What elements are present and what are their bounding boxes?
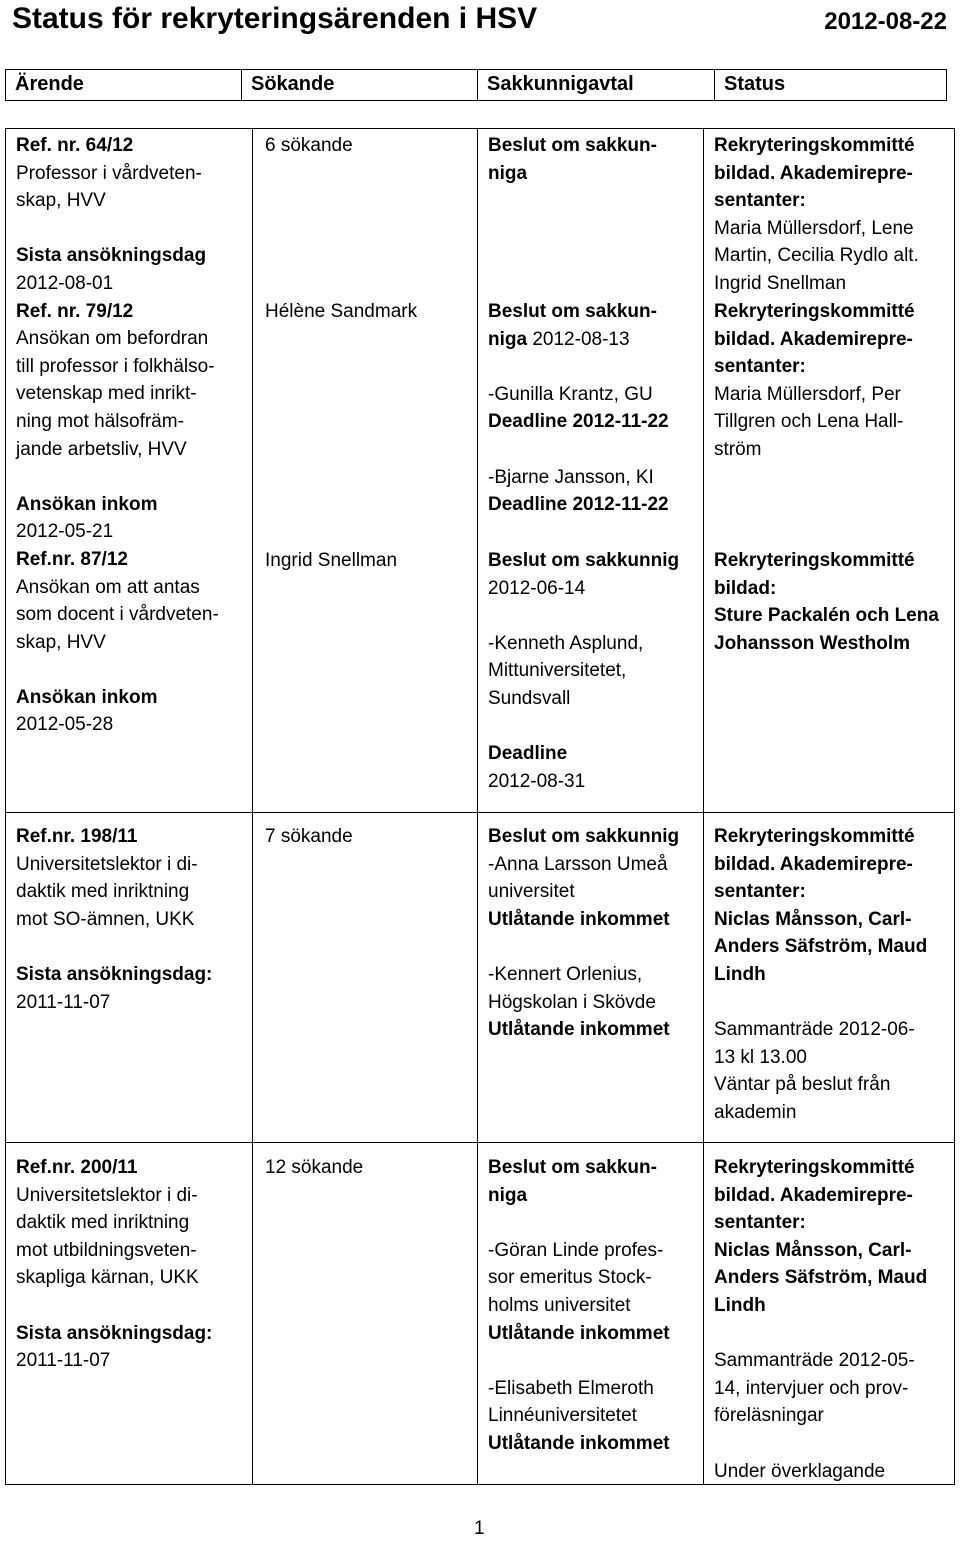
case-description: skap, HVV: [16, 190, 106, 212]
header-divider: [241, 70, 242, 100]
row2-sokande-cell: [265, 823, 353, 851]
status-committee: sentanter:: [714, 1212, 806, 1234]
case-description: Ansökan om befordran: [16, 328, 209, 350]
expert-decision: Beslut om sakkun-: [488, 301, 657, 322]
expert-decision: niga: [488, 162, 528, 184]
decision-date: 2012-06-14: [488, 577, 586, 599]
expert-decision: Beslut om sakkunnig: [488, 826, 680, 847]
received-date: 2012-05-28: [16, 714, 114, 736]
row1-sakkunnig-c: [488, 547, 679, 795]
applicant-count: 6 sökande: [265, 135, 353, 156]
expert-name: -Göran Linde profes-: [488, 1239, 664, 1261]
status-members: Ingrid Snellman: [714, 272, 847, 294]
case-description: ning mot hälsofräm-: [16, 410, 184, 432]
row1-status-a: [714, 132, 919, 298]
status-committee: sentanter:: [714, 881, 806, 903]
row1-sokande-a: [265, 132, 353, 160]
row1-sokande-c: [265, 547, 397, 575]
case-ref: Ref.nr. 200/11: [16, 1157, 138, 1178]
status-meeting: 14, intervjuer och prov-: [714, 1377, 909, 1399]
status-members: Lindh: [714, 1294, 766, 1316]
row1-sakkunnig-b: [488, 298, 669, 519]
case-ref: Ref. nr. 64/12: [16, 135, 134, 156]
expert-name: -Elisabeth Elmeroth: [488, 1377, 654, 1399]
case-description: skap, HVV: [16, 631, 106, 653]
document-date: 2012-08-22: [824, 8, 947, 35]
case-description: mot utbildningsveten-: [16, 1239, 197, 1261]
expert-decision: Beslut om sakkunnig: [488, 550, 680, 571]
row3-status-cell: [714, 1154, 927, 1485]
status-note: Under överklagande: [714, 1460, 886, 1482]
deadline-label: Sista ansökningsdag: [16, 245, 207, 267]
status-meeting: föreläsningar: [714, 1405, 824, 1427]
header-divider: [477, 70, 478, 100]
deadline-label: Sista ansökningsdag:: [16, 1322, 213, 1344]
expert-deadline: Deadline 2012-11-22: [488, 494, 669, 516]
expert-affiliation: Linnéuniversitetet: [488, 1405, 637, 1427]
status-members: Martin, Cecilia Rydlo alt.: [714, 245, 919, 267]
received-label: Ansökan inkom: [16, 493, 158, 515]
page-number: 1: [474, 1518, 485, 1539]
status-note: akademin: [714, 1101, 797, 1123]
title-row: [12, 0, 947, 40]
status-committee: bildad. Akademirepre-: [714, 162, 913, 184]
case-description: mot SO-ämnen, UKK: [16, 908, 195, 930]
row2-status-cell: [714, 823, 927, 1127]
status-committee: bildad:: [714, 577, 777, 599]
deadline-label: Sista ansökningsdag:: [16, 963, 213, 985]
document-title: Status för rekryteringsärenden i HSV: [12, 2, 538, 35]
applicant-name: Hélène Sandmark: [265, 301, 418, 322]
expert-statement: Utlåtande inkommet: [488, 1322, 670, 1344]
case-description: som docent i vårdveten-: [16, 604, 219, 626]
status-committee: Rekryteringskommitté: [714, 1157, 915, 1178]
deadline-date: 2012-08-01: [16, 272, 114, 294]
status-members: Anders Säfström, Maud: [714, 936, 928, 958]
status-committee: sentanter:: [714, 356, 806, 378]
case-description: vetenskap med inrikt-: [16, 383, 197, 405]
row1-sokande-b: [265, 298, 417, 326]
expert-deadline-label: Deadline: [488, 743, 568, 765]
status-committee: bildad. Akademirepre-: [714, 1184, 913, 1206]
expert-name: -Anna Larsson Umeå: [488, 853, 668, 875]
row-divider: [6, 812, 954, 813]
status-committee: sentanter:: [714, 190, 806, 212]
case-description: till professor i folkhälso-: [16, 355, 215, 377]
received-label: Ansökan inkom: [16, 686, 158, 708]
column-divider: [703, 129, 704, 1484]
status-committee: Rekryteringskommitté: [714, 135, 915, 156]
row-divider: [6, 1142, 954, 1143]
case-description: daktik med inriktning: [16, 1212, 190, 1234]
column-divider: [477, 129, 478, 1484]
column-header-status: Status: [724, 73, 786, 95]
row2-arende-cell: [16, 823, 212, 1016]
column-header-sokande: Sökande: [251, 73, 335, 95]
expert-deadline: Deadline 2012-11-22: [488, 411, 669, 433]
expert-name: -Kenneth Asplund,: [488, 632, 644, 654]
status-committee: bildad. Akademirepre-: [714, 853, 913, 875]
status-table: [5, 128, 955, 1485]
case-description: Professor i vårdveten-: [16, 162, 202, 184]
row1-status-c: [714, 547, 939, 657]
expert-statement: Utlåtande inkommet: [488, 908, 670, 930]
status-members: Lindh: [714, 963, 766, 985]
expert-affiliation: sor emeritus Stock-: [488, 1267, 652, 1289]
case-description: daktik med inriktning: [16, 881, 190, 903]
row1-status-b: [714, 298, 915, 464]
status-members: Niclas Månsson, Carl-: [714, 908, 912, 930]
expert-decision: Beslut om sakkun-: [488, 135, 657, 156]
status-members: ström: [714, 438, 762, 460]
column-header-arende: Ärende: [15, 73, 84, 95]
status-members: Johansson Westholm: [714, 632, 911, 654]
status-committee: Rekryteringskommitté: [714, 550, 915, 571]
case-description: Ansökan om att antas: [16, 576, 200, 598]
case-ref: Ref.nr. 198/11: [16, 826, 138, 847]
expert-name: -Gunilla Krantz, GU: [488, 383, 653, 405]
status-members: Niclas Månsson, Carl-: [714, 1239, 912, 1261]
case-description: skapliga kärnan, UKK: [16, 1267, 199, 1289]
expert-name: -Kennert Orlenius,: [488, 963, 643, 985]
expert-affiliation: holms universitet: [488, 1294, 631, 1316]
expert-affiliation: Högskolan i Skövde: [488, 991, 656, 1013]
status-committee: bildad. Akademirepre-: [714, 328, 913, 350]
column-divider: [252, 129, 253, 1484]
expert-affiliation: universitet: [488, 881, 575, 903]
deadline-date: 2011-11-07: [16, 1350, 111, 1372]
applicant-name: Ingrid Snellman: [265, 550, 398, 571]
row3-sokande-cell: [265, 1154, 363, 1182]
case-description: Universitetslektor i di-: [16, 853, 198, 875]
applicant-count: 12 sökande: [265, 1157, 364, 1178]
status-committee: Rekryteringskommitté: [714, 301, 915, 322]
deadline-date: 2011-11-07: [16, 991, 111, 1013]
status-meeting: Sammanträde 2012-06-: [714, 1019, 915, 1041]
expert-decision: Beslut om sakkun-: [488, 1157, 657, 1178]
applicant-count: 7 sökande: [265, 826, 353, 847]
case-description: Universitetslektor i di-: [16, 1184, 198, 1206]
row1-arende-cell: [16, 132, 219, 739]
expert-decision: niga: [488, 328, 528, 350]
expert-deadline-date: 2012-08-31: [488, 770, 586, 792]
status-members: Sture Packalén och Lena: [714, 605, 939, 627]
decision-date: 2012-08-13: [532, 328, 630, 350]
column-header-table: [5, 69, 947, 101]
case-ref: Ref.nr. 87/12: [16, 548, 128, 570]
expert-name: -Bjarne Jansson, KI: [488, 466, 654, 488]
case-description: jande arbetsliv, HVV: [16, 438, 187, 460]
status-members: Anders Säfström, Maud: [714, 1267, 928, 1289]
expert-decision: niga: [488, 1184, 528, 1206]
header-divider: [714, 70, 715, 100]
row1-sakkunnig-a: [488, 132, 657, 187]
status-members: Tillgren och Lena Hall-: [714, 411, 904, 433]
case-ref: Ref. nr. 79/12: [16, 300, 134, 322]
expert-statement: Utlåtande inkommet: [488, 1432, 670, 1454]
status-note: Väntar på beslut från: [714, 1074, 891, 1096]
row2-sakkunnig-cell: [488, 823, 679, 1044]
row3-sakkunnig-cell: [488, 1154, 670, 1458]
column-header-sakkunnigavtal: Sakkunnigavtal: [487, 73, 634, 95]
expert-affiliation: Mittuniversitetet,: [488, 660, 627, 682]
status-members: Maria Müllersdorf, Per: [714, 383, 901, 405]
status-committee: Rekryteringskommitté: [714, 826, 915, 847]
expert-statement: Utlåtande inkommet: [488, 1019, 670, 1041]
expert-affiliation: Sundsvall: [488, 687, 571, 709]
status-members: Maria Müllersdorf, Lene: [714, 217, 914, 239]
received-date: 2012-05-21: [16, 521, 114, 543]
status-meeting: 13 kl 13.00: [714, 1046, 807, 1068]
status-meeting: Sammanträde 2012-05-: [714, 1350, 915, 1372]
row3-arende-cell: [16, 1154, 212, 1375]
